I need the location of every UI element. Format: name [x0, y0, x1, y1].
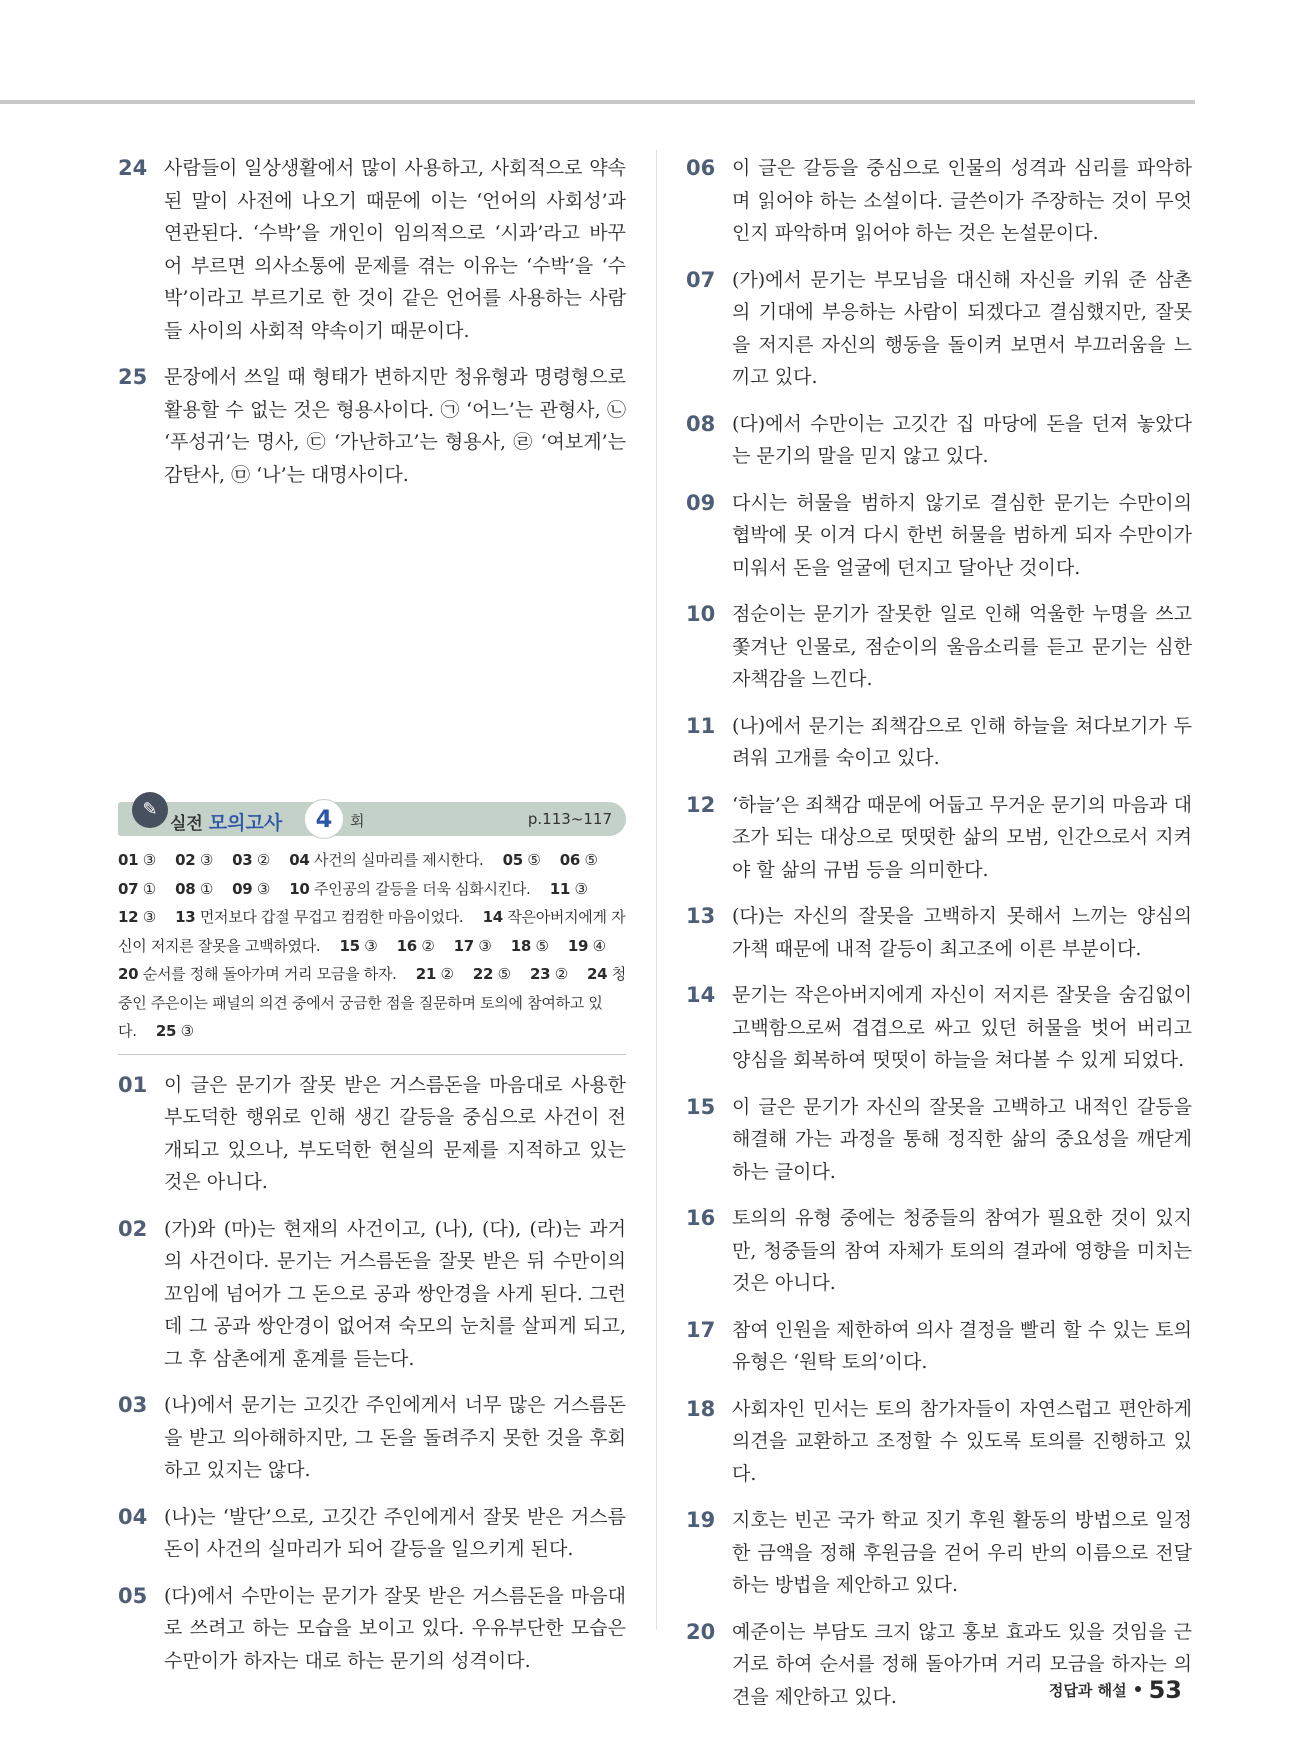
- explanation-item: [118, 1213, 626, 1376]
- explanation-item: [686, 487, 1192, 585]
- answer-key-entry: [503, 851, 541, 869]
- left-column: [118, 152, 626, 505]
- explanation-item: [686, 152, 1192, 250]
- answer-key-number: 24: [587, 965, 608, 983]
- answer-key-entry: [289, 851, 483, 869]
- footer-label: 정답과 해설: [1048, 1681, 1127, 1700]
- item-text: 사회자인 민서는 토의 참가자들이 자연스럽고 편안하게 의견을 교환하고 조정할 수 있도록 토의를 진행하고 있다.: [732, 1397, 1192, 1485]
- item-number: 02: [118, 1216, 148, 1241]
- answer-key-number: 06: [559, 851, 581, 869]
- answer-key-entry: [156, 1022, 194, 1040]
- item-text: 다시는 허물을 범하지 않기로 결심한 문기는 수만이의 협박에 못 이겨 다시 한번 허물을 범하게 되자 수만이가 미워서 돈을 얼굴에 던지고 달아난 것이다.: [732, 491, 1192, 579]
- explanation-item: [686, 789, 1192, 887]
- answer-key-entry: [340, 937, 378, 955]
- right-column: [686, 152, 1192, 1727]
- item-text: 점순이는 문기가 잘못한 일로 인해 억울한 누명을 쓰고 쫓겨난 인물로, 점순이의 울음소리를 듣고 문기는 심한 자책감을 느낀다.: [732, 603, 1192, 690]
- answer-key-number: 14: [482, 908, 503, 926]
- footer-bullet: [1135, 1686, 1141, 1692]
- answer-key-answer: ⑤: [535, 936, 549, 955]
- answer-key-answer: ②: [421, 936, 435, 955]
- explanation-item: [686, 598, 1192, 696]
- answer-key-answer: ①: [142, 879, 156, 898]
- explanation-item: [686, 1504, 1192, 1602]
- answer-key-number: 13: [175, 908, 196, 926]
- item-number: 10: [686, 602, 716, 626]
- explanation-item: [686, 1091, 1192, 1189]
- answer-key-answer: ②: [256, 851, 271, 869]
- answer-key-entry: [118, 965, 397, 983]
- answer-key-entry: [473, 965, 511, 983]
- item-number: 08: [686, 411, 716, 436]
- item-number: 11: [686, 713, 716, 738]
- item-number: 24: [118, 156, 148, 180]
- answer-key-number: 21: [415, 965, 437, 983]
- answer-key-entry: [530, 965, 568, 983]
- item-number: 18: [686, 1396, 716, 1421]
- answer-key-answer: ①: [199, 879, 213, 898]
- answer-key-answer: 먼저보다 갑절 무겁고 컴컴한 마음이었다.: [199, 908, 464, 926]
- item-text: 참여 인원을 제한하여 의사 결정을 빨리 할 수 있는 토의 유형은 ‘원탁 토의’이다.: [732, 1318, 1192, 1373]
- page-number: 53: [1148, 1676, 1182, 1704]
- answer-key-number: 01: [118, 851, 139, 869]
- notepad-icon: ✎: [132, 792, 168, 828]
- answer-key-number: 11: [549, 879, 570, 898]
- answer-key: [118, 846, 626, 1046]
- answer-key-answer: ③: [574, 879, 588, 898]
- item-number: 16: [686, 1206, 716, 1230]
- item-number: 17: [686, 1317, 716, 1342]
- answer-key-answer: ⑤: [584, 851, 598, 869]
- answer-key-answer: ②: [440, 965, 454, 983]
- answer-key-number: 04: [289, 851, 310, 869]
- answer-key-answer: ⑤: [527, 851, 541, 869]
- answer-key-answer: ③: [142, 908, 156, 926]
- item-text: 지호는 빈곤 국가 학교 짓기 후원 활동의 방법으로 일정한 금액을 정해 후원금을 걷어 우리 반의 이름으로 전달하는 방법을 제안하고 있다.: [732, 1509, 1192, 1596]
- item-number: 19: [686, 1508, 716, 1532]
- item-text: 문장에서 쓰일 때 형태가 변하지만 청유형과 명령형으로 활용할 수 없는 것은 형용사이다. ㉠ ‘어느’는 관형사, ㉡ ‘푸성귀’는 명사, ㉢ ‘가난하고’는 형용사, ㉣ ‘여보게’는 감탄사, ㉤ ‘나’는 대명사이다.: [164, 366, 626, 486]
- page-range: p.113~117: [527, 810, 612, 828]
- answer-key-entry: [560, 851, 598, 869]
- answer-key-entry: [175, 880, 213, 898]
- answer-key-number: 20: [118, 965, 139, 983]
- explanation-item: [686, 900, 1192, 965]
- answer-key-entry: [175, 908, 463, 926]
- answer-key-entry: [175, 851, 213, 869]
- answer-key-entry: [118, 851, 156, 869]
- column-divider: [656, 150, 657, 1630]
- item-text: 사람들이 일상생활에서 많이 사용하고, 사회적으로 약속된 말이 사전에 나오기 때문에 이는 ‘언어의 사회성’과 연관된다. ‘수박’을 개인이 임의적으로 ‘시과’라고 바꾸어 부르면 의사소통에 문제를 겪는 이유는 ‘수박’을 ‘수박’이라고 부르기로 한 것이 같은 언어를 사용하는 사람들 사이의 사회적 약속이기 때문이다.: [164, 157, 626, 342]
- answer-key-number: 19: [567, 936, 589, 955]
- explanation-item: [118, 1069, 626, 1199]
- item-number: 01: [118, 1072, 148, 1097]
- mock-exam-section: [118, 799, 626, 1691]
- round-number: 4: [304, 799, 344, 839]
- answer-key-number: 05: [502, 851, 523, 869]
- item-number: 06: [686, 156, 716, 180]
- item-number: 04: [118, 1504, 148, 1529]
- answer-key-number: 17: [453, 936, 474, 955]
- mock-exam-title-accent: 모의고사: [208, 812, 283, 834]
- item-number: 07: [686, 267, 716, 292]
- answer-key-entry: [118, 880, 156, 898]
- answer-key-answer: 작은아버지에게 자신이 저지른 잘못을 고백하였다.: [118, 908, 626, 955]
- item-text: (다)에서 수만이는 고깃간 집 마당에 돈을 던져 놓았다는 문기의 말을 믿지 않고 있다.: [732, 412, 1192, 467]
- answer-key-number: 09: [232, 879, 253, 898]
- item-text: ‘하늘’은 죄책감 때문에 어둡고 무거운 문기의 마음과 대조가 되는 대상으로 떳떳한 삶의 모범, 인간으로서 지켜야 할 삶의 규범 등을 의미한다.: [732, 793, 1192, 881]
- answer-key-answer: ③: [142, 851, 156, 869]
- answer-key-entry: [568, 937, 606, 955]
- explanation-item: [686, 710, 1192, 775]
- answer-key-entry: [232, 880, 270, 898]
- mock-exam-title: [170, 808, 282, 835]
- item-text: (나)에서 문기는 고깃간 주인에게서 너무 많은 거스름돈을 받고 의아해하지만, 그 돈을 돌려주지 못한 것을 후회하고 있지는 않다.: [164, 1394, 626, 1481]
- answer-key-answer: ③: [478, 936, 492, 955]
- answer-key-rule: [118, 1054, 626, 1055]
- answer-key-entry: [289, 880, 530, 898]
- item-text: (가)에서 문기는 부모님을 대신해 자신을 키워 준 삼촌의 기대에 부응하는 사람이 되겠다고 결심했지만, 잘못을 저지른 자신의 행동을 돌이켜 보면서 부끄러움을 느끼고 있다.: [732, 268, 1192, 388]
- explanation-item: [118, 361, 626, 491]
- item-number: 15: [686, 1094, 716, 1119]
- item-number: 14: [686, 983, 716, 1007]
- answer-key-number: 25: [155, 1022, 177, 1040]
- answer-key-entry: [550, 880, 588, 898]
- explanation-item: [686, 1393, 1192, 1491]
- explanation-item: [118, 152, 626, 347]
- explanation-item: [686, 979, 1192, 1077]
- answer-key-answer: ③: [199, 851, 213, 869]
- answer-key-answer: 순서를 정해 돌아가며 거리 모금을 하자.: [142, 965, 397, 983]
- answer-key-number: 18: [510, 936, 532, 955]
- explanation-item: [118, 1501, 626, 1566]
- answer-key-entry: [118, 908, 156, 926]
- item-number: 12: [686, 792, 716, 817]
- answer-key-number: 22: [472, 965, 494, 983]
- answer-key-entry: [232, 851, 270, 869]
- item-text: 이 글은 문기가 잘못 받은 거스름돈을 마음대로 사용한 부도덕한 행위로 인해 생긴 갈등을 중심으로 사건이 전개되고 있으나, 부도덕한 현실의 문제를 지적하고 있는 것은 아니다.: [164, 1073, 626, 1193]
- answer-key-number: 12: [118, 908, 139, 926]
- answer-key-number: 08: [175, 879, 196, 898]
- item-text: 이 글은 문기가 자신의 잘못을 고백하고 내적인 갈등을 해결해 가는 과정을 통해 정직한 삶의 중요성을 깨닫게 하는 글이다.: [732, 1095, 1192, 1183]
- answer-key-number: 16: [396, 936, 417, 955]
- explanation-item: [118, 1580, 626, 1678]
- round-suffix: 회: [350, 812, 365, 830]
- item-number: 09: [686, 490, 716, 515]
- item-text: (가)와 (마)는 현재의 사건이고, (나), (다), (라)는 과거의 사건이다. 문기는 거스름돈을 잘못 받은 뒤 수만이의 꼬임에 넘어가 그 돈으로 공과 쌍안경을 사게 된다. 그런데 그 공과 쌍안경이 없어져 숙모의 눈치를 살피게 되고, 그 후 삼촌에게 훈계를 듣는다.: [164, 1217, 626, 1370]
- item-text: 예준이는 부담도 크지 않고 홍보 효과도 있을 것임을 근거로 하여 순서를 정해 돌아가며 거리 모금을 하자는 의견을 제안하고 있다.: [732, 1620, 1192, 1708]
- explanation-item: [686, 1202, 1192, 1300]
- answer-key-answer: ⑤: [497, 965, 511, 983]
- mock-exam-header: [118, 799, 626, 836]
- answer-key-entry: [454, 937, 492, 955]
- item-number: 13: [686, 904, 716, 928]
- explanation-item: [686, 264, 1192, 394]
- item-number: 25: [118, 365, 148, 389]
- answer-key-answer: ③: [364, 936, 378, 955]
- answer-key-number: 03: [232, 851, 253, 869]
- answer-key-answer: 청중인 주은이는 패널의 의견 중에서 궁금한 점을 질문하며 토의에 참여하고 있다.: [118, 965, 626, 1040]
- explanation-item: [118, 1389, 626, 1487]
- top-rule: [0, 100, 1195, 104]
- answer-key-answer: 주인공의 갈등을 더욱 심화시킨다.: [313, 879, 531, 898]
- item-number: 20: [686, 1619, 716, 1644]
- explanation-item: [686, 1314, 1192, 1379]
- item-text: 토의의 유형 중에는 청중들의 참여가 필요한 것이 있지만, 청중들의 참여 자체가 토의의 결과에 영향을 미치는 것은 아니다.: [732, 1207, 1192, 1294]
- answer-key-number: 07: [118, 879, 139, 898]
- mock-exam-title-prefix: 실전: [170, 814, 209, 834]
- page-footer: [1049, 1676, 1182, 1704]
- item-text: 문기는 작은아버지에게 자신이 저지른 잘못을 숨김없이 고백함으로써 겹겹으로 싸고 있던 허물을 벗어 버리고 양심을 회복하여 떳떳이 하늘을 쳐다볼 수 있게 되었다.: [732, 984, 1192, 1071]
- answer-key-number: 23: [529, 965, 551, 983]
- answer-key-number: 15: [339, 936, 360, 955]
- answer-key-answer: 사건의 실마리를 제시한다.: [313, 851, 484, 869]
- item-number: 05: [118, 1583, 148, 1608]
- answer-key-answer: ③: [180, 1022, 194, 1040]
- answer-key-entry: [511, 937, 549, 955]
- answer-key-number: 10: [289, 879, 310, 898]
- item-number: 03: [118, 1393, 148, 1417]
- item-text: (다)는 자신의 잘못을 고백하지 못해서 느끼는 양심의 가책 때문에 내적 갈등이 최고조에 이른 부분이다.: [732, 905, 1192, 960]
- item-text: (나)는 ‘발단’으로, 고깃간 주인에게서 잘못 받은 거스름돈이 사건의 실마리가 되어 갈등을 일으키게 된다.: [164, 1505, 626, 1560]
- answer-key-answer: ③: [256, 879, 271, 898]
- item-text: (나)에서 문기는 죄책감으로 인해 하늘을 쳐다보기가 두려워 고개를 숙이고 있다.: [732, 714, 1192, 769]
- answer-key-answer: ②: [554, 965, 568, 983]
- item-text: (다)에서 수만이는 문기가 잘못 받은 거스름돈을 마음대로 쓰려고 하는 모습을 보이고 있다. 우유부단한 모습은 수만이가 하자는 대로 하는 문기의 성격이다.: [164, 1584, 626, 1672]
- answer-key-entry: [397, 937, 435, 955]
- answer-key-number: 02: [175, 851, 196, 869]
- answer-key-entry: [416, 965, 454, 983]
- explanation-item: [686, 408, 1192, 473]
- answer-key-answer: ④: [592, 936, 606, 955]
- item-text: 이 글은 갈등을 중심으로 인물의 성격과 심리를 파악하며 읽어야 하는 소설이다. 글쓴이가 주장하는 것이 무엇인지 파악하며 읽어야 하는 것은 논설문이다.: [732, 157, 1192, 244]
